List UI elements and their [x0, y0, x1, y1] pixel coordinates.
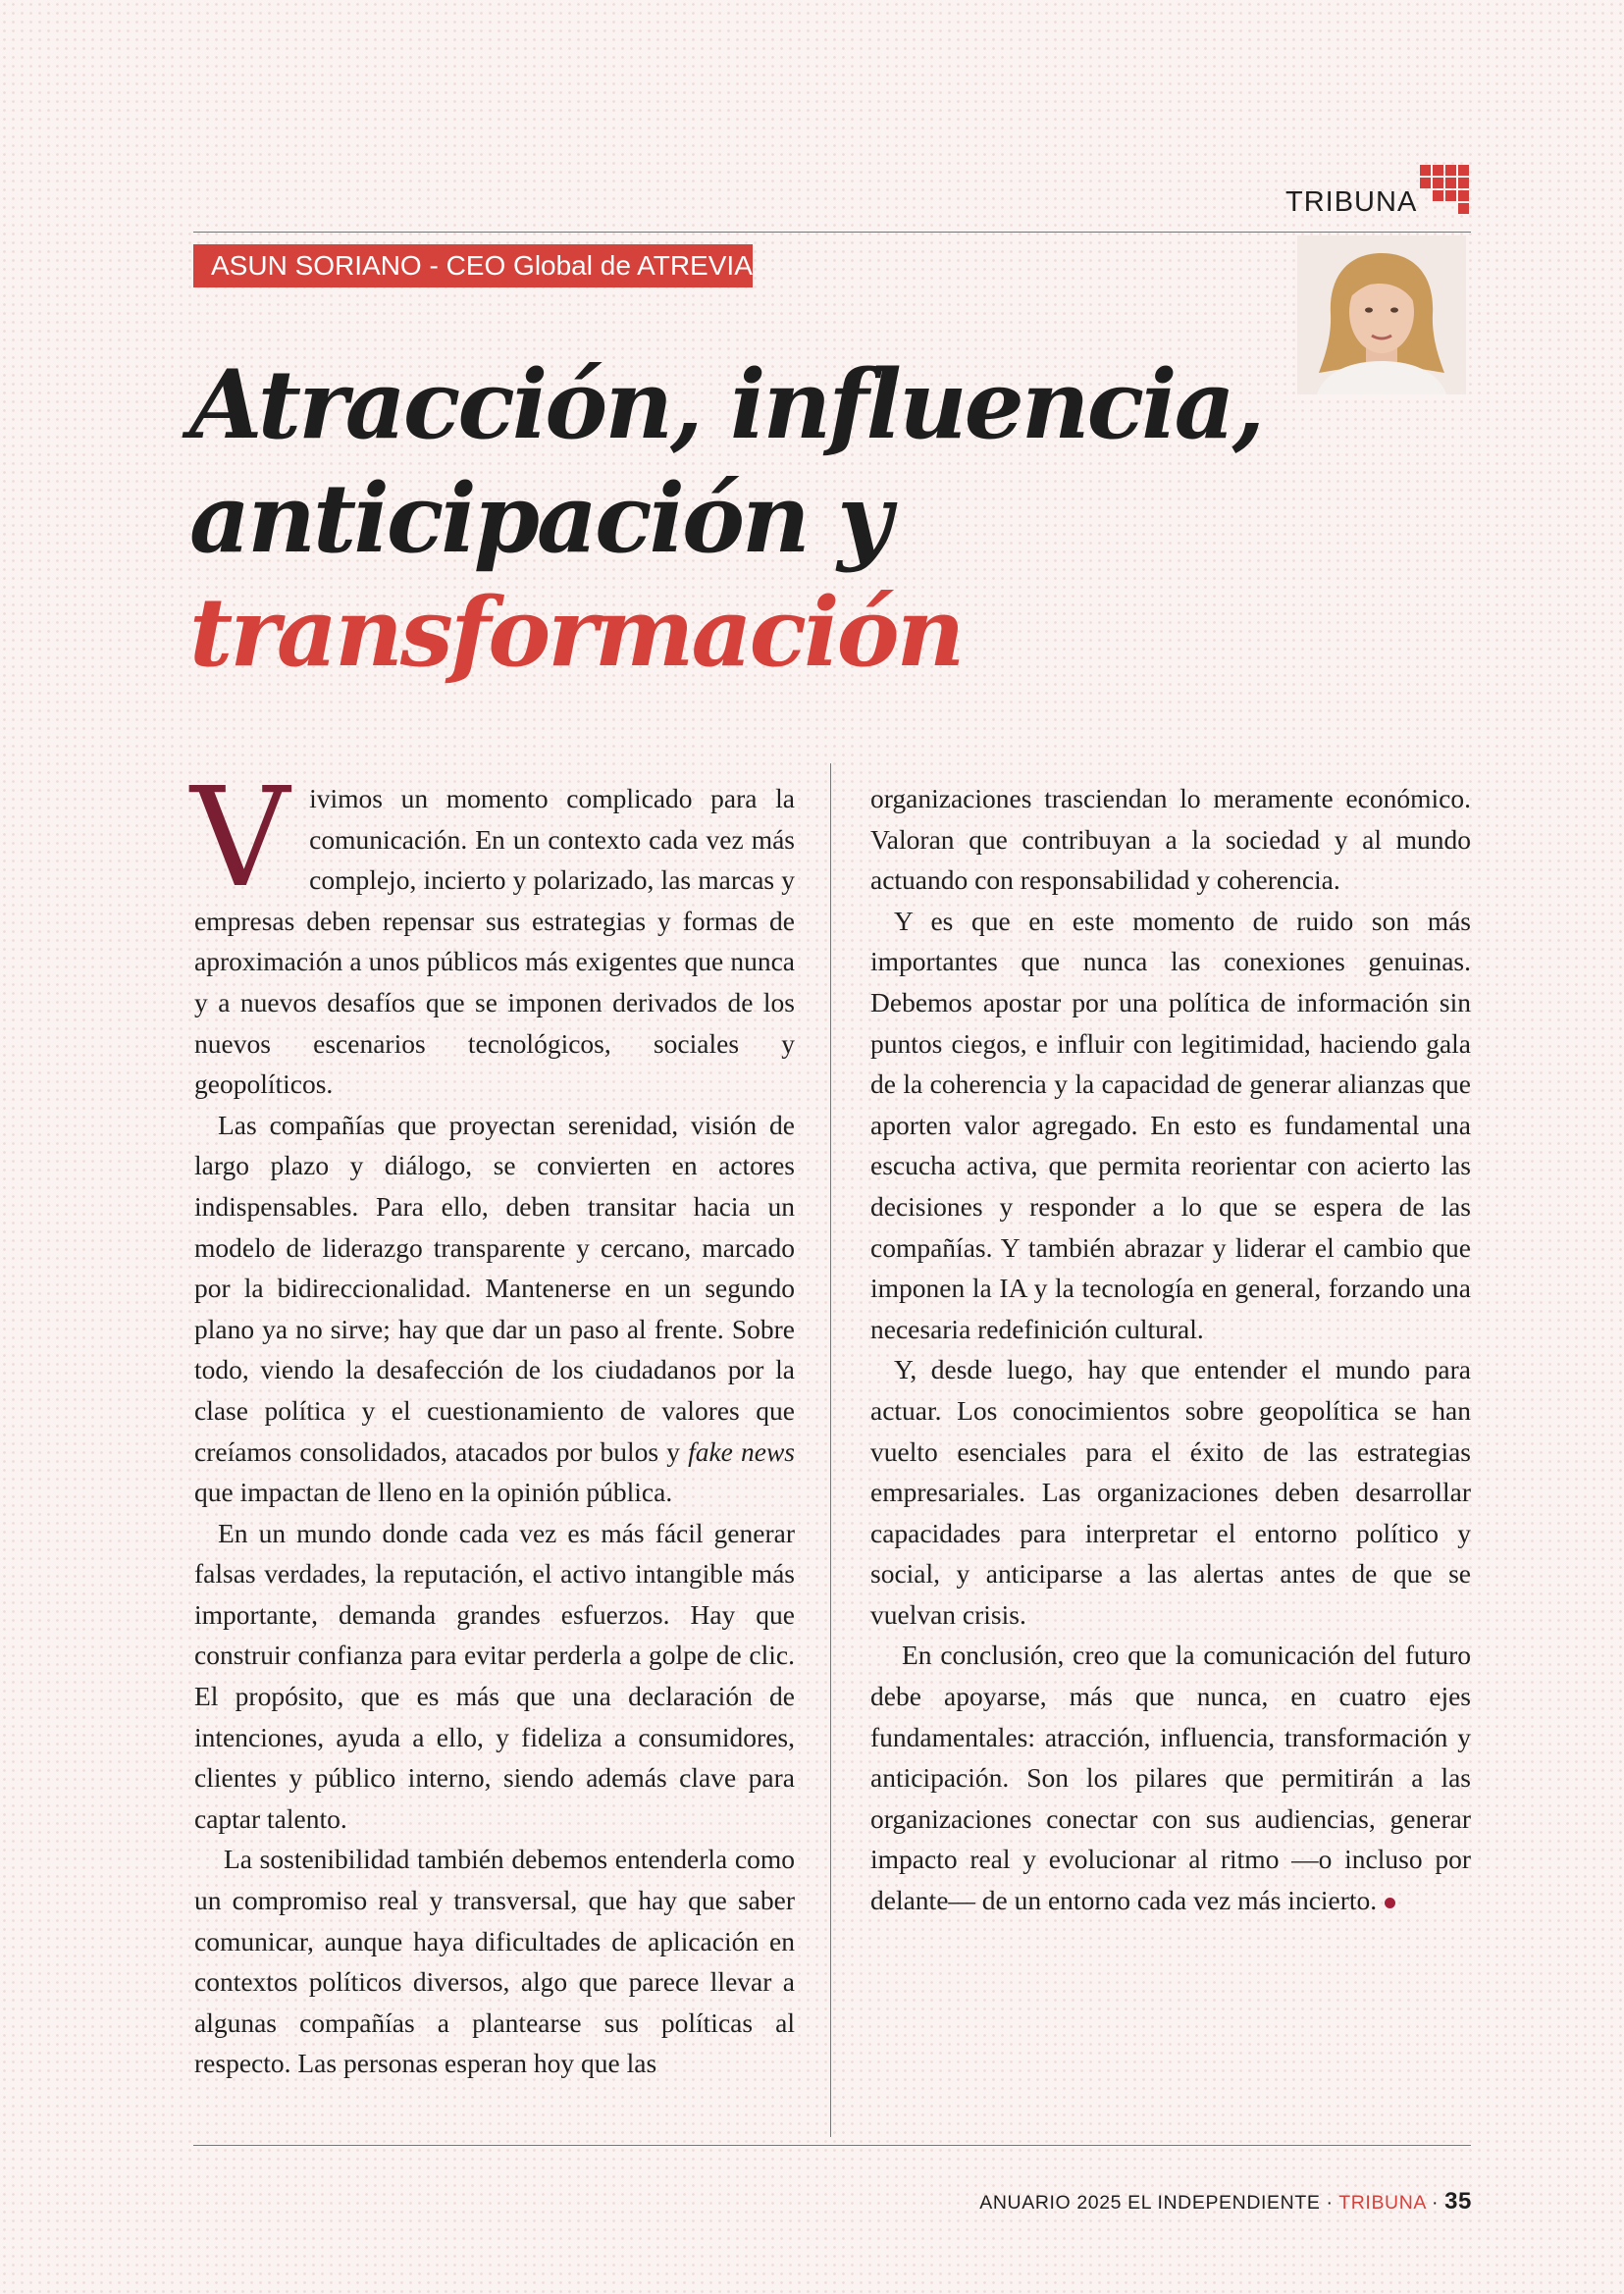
footer-separator: · [1320, 2192, 1339, 2214]
paragraph-2-text: Las compañías que proyectan serenidad, visión de largo plazo y diálogo, se convierten en actores indispensables. Para ello, deben transitar hacia un modelo de liderazgo transparente y cercano, marcado por la bidireccionalidad. Mantenerse en un segundo plano ya no sirve; hay que dar un paso al frente. Sobre todo, viendo la desafección de los ciudadanos por la clase política y el cuestionamiento de valores que creíamos consolidados, atacados por bulos y [194, 1109, 795, 1467]
footer-section: TRIBUNA [1338, 2192, 1426, 2214]
page-footer [979, 2188, 1472, 2216]
article-column-left [190, 758, 795, 2084]
paragraph-4-continued: organizaciones trasciendan lo meramente económico. Valoran que contribuyan a la sociedad y al mundo actuando con responsabilidad y coherencia. [870, 783, 1471, 896]
section-label: TRIBUNA [1285, 186, 1418, 218]
paragraph-2 [194, 1105, 795, 1513]
tribuna-logo-icon [1420, 165, 1469, 214]
paragraph-1 [190, 758, 795, 1105]
author-photo [1297, 235, 1466, 394]
paragraph-1-text: ivimos un momento complicado para la comunicación. En un contexto cada vez más complejo, incierto y polarizado, las marcas y empresas deben repensar sus estrategias y formas de aproximación a unos públicos más exigentes que nunca y a nuevos desafíos que se imponen derivados de los nuevos escenarios tecnológicos, sociales y geopolíticos. [194, 783, 795, 1100]
author-tag: ASUN SORIANO - CEO Global de ATREVIA [193, 244, 753, 287]
paragraph-6: Y, desde luego, hay que entender el mundo para actuar. Los conocimientos sobre geopolítica se han vuelto esenciales para el éxito de las estrategias empresariales. Las organizaciones deben desarrollar capacidades para interpretar el entorno político y social, y anticiparse a las alertas antes de que se vuelvan crisis. [870, 1354, 1471, 1630]
paragraph-2-end: que impactan de lleno en la opinión pública. [194, 1477, 673, 1508]
paragraph-2-emphasis: fake news [688, 1435, 795, 1467]
paragraph-7 [870, 1635, 1471, 1920]
headline-line-3: transformación [189, 577, 963, 688]
footer-separator: · [1425, 2192, 1445, 2214]
paragraph-3: En un mundo donde cada vez es más fácil generar falsas verdades, la reputación, el activo intangible más importante, demanda grandes esfuerzos. Hay que construir confianza para evitar perderla a golpe de clic. El propósito, que es más que una declaración de intenciones, ayuda a ello, y fideliza a consumidores, clientes y público interno, siendo además clave para captar talento. [194, 1517, 795, 1834]
headline [189, 348, 1269, 690]
column-divider [830, 763, 831, 2137]
drop-cap: V [190, 758, 290, 918]
headline-line-1: Atracción, influencia, [189, 349, 1263, 460]
paragraph-4: La sostenibilidad también debemos entenderla como un compromiso real y transversal, que hay que saber comunicar, aunque haya dificultades de aplicación en contextos políticos diversos, algo que parece llevar a algunas compañías a plantearse sus políticas al respecto. Las personas esperan hoy que las [194, 1844, 795, 2079]
bottom-rule [193, 2145, 1471, 2146]
article-column-right [870, 778, 1471, 1921]
page-number: 35 [1444, 2188, 1472, 2215]
paragraph-5: Y es que en este momento de ruido son más importantes que nunca las conexiones genuinas. Debemos apostar por una política de información sin puntos ciegos, e influir con legitimidad, haciendo gala de la coherencia y la capacidad de generar alianzas que aporten valor agregado. En esto es fundamental una escucha activa, que permita reorientar con acierto las decisiones y responder a lo que se espera de las compañías. Y también abrazar y liderar el cambio que imponen la IA y la tecnología en general, forzando una necesaria redefinición cultural. [870, 905, 1471, 1344]
headline-line-2: anticipación y [189, 463, 890, 574]
paragraph-7-text: En conclusión, creo que la comunicación del futuro debe apoyarse, más que nunca, en cuatro ejes fundamentales: atracción, influencia, transformación y anticipación. Son los pilares que permitirán a las organizaciones conectar con sus audiencias, generar impacto real y evolucionar al ritmo —o incluso por delante— de un entorno cada vez más incierto. [870, 1640, 1471, 1916]
end-mark-icon [1385, 1898, 1395, 1908]
footer-publication: ANUARIO 2025 EL INDEPENDIENTE [979, 2192, 1321, 2214]
top-rule [193, 232, 1471, 233]
